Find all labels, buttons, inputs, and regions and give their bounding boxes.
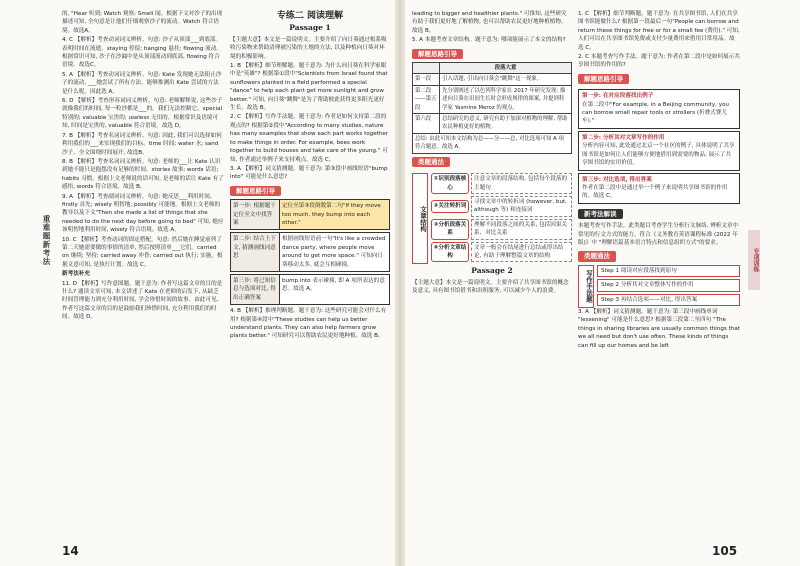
topic-summary: 【主题大意】本文是一篇说明文。主要介绍了共享图书馆的概念及意义, 具有图书馆借书和出租服务, 可以减少个人的浪费。 [412,279,569,295]
right-column-1 [412,10,572,550]
page-number-right: 105 [712,544,738,558]
answer-paragraph: 9. A 【解析】考查副词词义辨析。句意: 她反思___利用时间。firstly 首先; wisely 明智地; possibly 可能地。根据上文老师的教导以及下文"Then she made a list of things that she needed to do the next day before going to bed" 可知, 她应该明智地利用时间, wisely 符合语境。故选 A。 [62,193,224,234]
left-column-2 [230,10,390,550]
table-cell: 第二段——第五段 [413,85,440,113]
right-column-2 [578,10,740,550]
answer-paragraph: 6. D 【解析】考查形容词词义辨析。句意: 老师解释说, 这些沙子就像我们的时间, 每一粒沙都是___的。我们无法控制它。special 特别的; valuable 宝贵的; useless 无用的。根据常识及语境可知, 时间是宝贵的, valuable 符合语境。故选 D。 [62,98,223,130]
guide-step-label: 第二步: 分析其对文章写作的作用 [582,134,665,141]
guide-row [230,274,390,305]
guide-step-label: 第二步: 结合上下文, 猜测画线词意思 [231,233,280,271]
answer-paragraph: 的, "Hear 听到; Watch 观察; Smell 闻。根据下文对沙子的出现描述可知, 全句意是让他们仔细观察沙子的流动。Watch 符合语境。故选A。 [62,11,223,34]
note-paragraph: 本题考查写作手法。此类题目考查学生分析行文脉络, 辨析文章中常见的行文方式的能力。符合《义务教育英语课程标准 (2022 年版)》中 "理解语篇基本语言特点和信息组织方式"的要求。 [578,223,739,246]
guide-step-text: 作者在第二段中是通过举一个例子来说明共享图书馆的作用的。故选 C。 [582,184,728,200]
right-side-tab: 专项训练 [748,230,760,290]
guide-row [230,232,390,272]
steps-root: 写作手法题 [578,265,594,308]
note-banner: 新考法解读 [578,209,623,219]
mind-map-branch [431,219,572,240]
guide-step-text: 在第二段中"For example, in a Beijing community, you can borrow small repair tools or strollers (折叠式婴儿车)." [582,101,729,125]
answer-paragraph: 4. C 【解析】考查动词词义辨析。句意: 沙子从顶部___到底部。表明时间在流逝。staying 停留; hanging 悬挂; flowing 流动。根据常识可知, 沙子在沙漏中是从顶部流动到底部, flowing 符合语境。故选C。 [62,37,222,69]
answer-paragraph: 3. A 【解析】词义猜测题。题干意为: 第三段中画线单词 "lessening" 可能是什么意思? 根据第三段第二至四句 "The things in sharing libraries are usually common things that we all need but don't use often. These kinds of things can fill up our homes and be left [578,308,740,349]
method-banner: 类题通法 [412,157,450,167]
guide-step-text: 根据画线短语前一句"It's like a crowded dance party, where people move around to get more space." 可知向日葵移动太多, 就会互相碰撞。 [282,236,386,268]
method-banner: 类题通法 [578,251,616,261]
step-item: Step 1 阅读对应段落找到原句 [597,265,740,277]
guide-step-text: 定位至第③段倒数第二句"If they move too much, they bump into each other." [280,200,389,229]
answer-paragraph: 5. A 本题考查文章结构。题干意为: 哪项能展示了本文的结构? [412,37,566,44]
steps-list [597,265,740,308]
left-side-tab: 重难题新考法 [42,215,51,266]
branch-key: ④分析文章结构 [431,242,469,263]
mind-map-branches [431,173,572,264]
table-row [413,74,572,85]
table-cell: 第一段 [413,74,440,85]
mind-map [412,173,572,264]
branch-value: 理解不同段落之间的关系, 包括因果关系、对比关系 [471,219,572,240]
passage-title: Passage 2 [471,266,513,276]
branch-value: 寻找文章中的转折词 (however, but, although 等) 和连接词 [471,196,572,217]
left-column-1 [62,10,224,550]
answer-paragraph: 11. D 【解析】写作意图题。题干意为: 作者写这篇文章的目的是什么? 通读文章可知, 本文讲述了 Kate 在老师的启发下, 从缺乏时间管理能力到充分利用时间, 学会珍惜时间的故事。由此可见, 作者写这篇文章的目的是鼓励我们珍惜时间, 充分利用我们的时间。故选 D。 [62,280,223,321]
table-row [413,114,572,134]
section-title: 专练二 阅读理解 [276,11,344,21]
mind-map-root: 文章结构 [412,173,428,264]
branch-key: ①识别段落核心 [431,173,469,194]
answer-paragraph: 1. C 【解析】细节判断题。题干意为: 在共享图书馆, 人们在共享图书馆能做什么? 根据第一段最后一句"People can borrow and return these things for free or for a small fee (费用)." 可知, 人们可以在共享图书馆免费或支付少量费用来借用日常用品。故选 C。 [578,11,740,51]
table-cell: 总结研究的意义, 研究有助于加深对植物的理解, 帮助农民种植更好的植物。 [440,114,572,134]
section-label: 新考法补充 [62,271,90,278]
guide-step [578,173,740,204]
guide-banner: 解题思路引导 [578,74,629,84]
guide-step-label: 第一步: 根据题干定位至文中找答案 [231,200,280,229]
answer-paragraph: 7. B 【解析】考查名词词义辨析。句意: 因此, 我们可以选择如何利用我们的___来实现我们的目标。time 时间; water 水; sand 沙子。全文围绕时间展开, 故选B。 [62,132,222,156]
answer-paragraph: 10. C 【解析】考查动词的固定搭配。句意: 然后她在睡觉前列了第二天她需要做的事情的清单, 然后按照清单___它们。carried on 继续; 坚持; carried away 冲昏; carried out 执行; 实施。根据文意可知, 是执行计划。故选 C。 [62,236,223,268]
paragraph-table [412,62,572,154]
branch-value: 文章一般会在结尾进行总结或得出结论, 有助于理解整篇文章的结构 [471,242,572,263]
answer-paragraph: 5. A 【解析】考查动词词义辨析。句意: Kate 发现她无法阻止沙子的流动, ___她尝试了所有方法。能够推测出 Kate 尝试的方法是什么呢。因此选 A。 [62,71,222,95]
step-item: Step 2 分析其对文章整体写作的作用 [597,279,740,291]
answer-paragraph: 2. C 本题考查写作手法。题干意为: 作者在第二段中是如何展示共享图书馆的作用的? [578,54,740,69]
guide-step [578,131,740,171]
method-steps [578,265,740,308]
guide-step [578,89,740,129]
guide-step-label: 第三步: 将已知信息与选项对比, 得出正确答案 [231,275,280,304]
branch-key: ③分析段落关系 [431,219,469,240]
table-cell: 先分别阐述了以色列科学家在 2017 年研究发现: 描述向日葵在田间生长时会形成规律的图案, 并提到科学家 Yasmine Meroz 的观点。 [440,85,572,113]
table-header: 段落大意 [440,63,572,74]
table-row [413,85,572,113]
topic-summary: 【主题大意】本文是一篇说明文。主要介绍了向日葵通过根系吸收污染物来帮助清理被污染的土地的方法, 以及种植向日葵对环境的积极影响。 [230,36,387,60]
answer-paragraph: 4. B 【解析】推理判断题。题干意为: 这些研究可能会对什么有用? 根据第④段中"These studies can help us better understand plants. They can also help farmers grow plants better." 可知研究可以帮助农民更好地种植。故选 B。 [230,308,387,340]
table-header [413,63,440,74]
answer-paragraph: 1. B 【解析】细节理解题。题干意为: 为什么向日葵在科学家眼中是"英雄"? 根据第①段中"Scientists from Israel found that sunflowers planted in a field performed a special "dance" to help each plant get more sunlight and grow better." 可知, 向日葵"跳舞"是为了帮助彼此获得更多阳光更好生长。故选 B。 [230,63,388,112]
answer-paragraph: 2. C 【解析】写作手法题。题干意为: 作者是如何支持第二段的观点的? 根据第②段中"According to many studies, nature has many examples that show each part works together to make things in order. For example, bees work together to build houses and take care of the young." 可知, 作者通过举例子来支持观点。故选 C。 [230,114,389,163]
branch-value: 注意文章的段落结构, 包括每个段落的主题句 [471,173,572,194]
guide-step-text: bump into 表示碰撞, 即 A 项所表达的意思。故选 A。 [282,277,385,293]
mind-map-branch [431,196,572,217]
guide-step-label: 第三步: 对比选项, 得出答案 [582,176,652,183]
answer-paragraph: 3. A 【解析】词义猜测题。题干意为: 第③段中画线短语"bump into" 可能是什么意思? [230,165,388,181]
answer-paragraph: 8. B 【解析】考查名词词义辨析。句意: 老师的___让 Kate 认识到她不能只是抱怨没有足够的时间。stories 故事; words 话语; habits 习惯。根据上文老师说的话可知, 是老师的话让 Kate 有了感悟, words 符合语境。故选 B。 [62,158,224,191]
table-cell: 引入话题, 引出向日葵会"跳舞"这一现象。 [440,74,572,85]
page-number-left: 14 [62,544,79,558]
passage-title: Passage 1 [289,23,331,33]
guide-banner: 解题思路引导 [412,49,463,59]
guide-row [230,199,390,230]
table-header-row [413,63,572,74]
step-item: Step 3 再结合选项——对比, 得出答案 [597,294,740,306]
mind-map-branch [431,173,572,194]
guide-step-text: 分析内容可知, 此处通过北京一个社区的例子, 具体说明了共享图书馆是如何让人们能够方便地借用到需要的物品, 展示了共享图书馆的实用价值。 [582,143,735,167]
mind-map-branch [431,242,572,263]
answer-paragraph: leading to bigger and healthier plants." 可推知, 这些研究有助于我们更好地了解植物, 也可以帮助农民更好地种植植物。故选 B。 [412,11,567,34]
book-gutter [395,0,405,566]
guide-step-label: 第一步: 在对应段落找出例子 [582,93,654,100]
branch-key: ②关注转折词 [431,200,469,212]
guide-banner: 解题思路引导 [230,186,281,196]
table-conclusion: 总结: 由此可知本文结构为总——分——总, 对比选项可知 A 项符合题意。故选 A。 [413,133,572,153]
table-row [413,133,572,153]
table-cell: 第六段 [413,114,440,134]
